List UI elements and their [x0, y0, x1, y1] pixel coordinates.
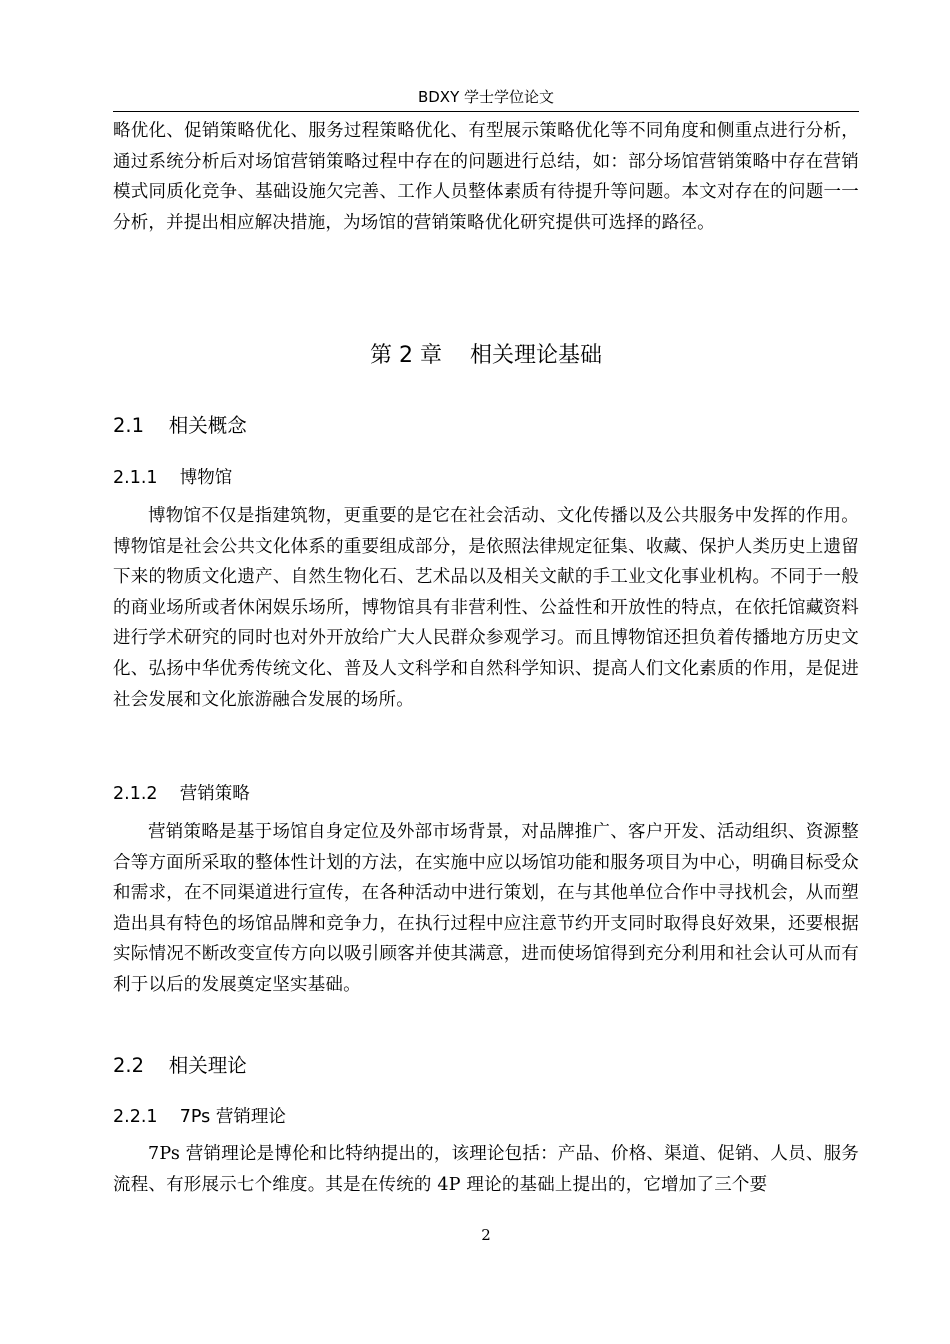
header-divider: [113, 111, 859, 112]
7ps-theory-paragraph: 7Ps 营销理论是博伦和比特纳提出的，该理论包括：产品、价格、渠道、促销、人员、服务流程、有形展示七个维度。其是在传统的 4P 理论的基础上提出的，它增加了三个要: [113, 1144, 859, 1195]
section-heading-2-2: 2.2 相关理论: [113, 1054, 247, 1077]
museum-paragraph: 博物馆不仅是指建筑物，更重要的是它在社会活动、文化传播以及公共服务中发挥的作用。博物馆是社会公共文化体系的重要组成部分，是依照法律规定征集、收藏、保护人类历史上遗留下来的物质文化遗产、自然生物化石、艺术品以及相关文献的手工业文化事业机构。不同于一般的商业场所或者休闲娱乐场所，博物馆具有非营利性、公益性和开放性的特点，在依托馆藏资料进行学术研究的同时也对外开放给广大人民群众参观学习。而且博物馆还担负着传播地方历史文化、弘扬中华优秀传统文化、普及人文科学和自然科学知识、提高人们文化素质的作用，是促进社会发展和文化旅游融合发展的场所。: [113, 506, 859, 710]
section-heading-2-1: 2.1 相关概念: [113, 414, 247, 437]
subsection-heading-2-1-1: 2.1.1 博物馆: [113, 468, 233, 488]
chapter-title: 第 2 章 相关理论基础: [370, 343, 602, 368]
running-header: BDXY 学士学位论文: [417, 88, 555, 106]
page-number: 2: [481, 1226, 491, 1244]
subsection-heading-2-2-1: 2.2.1 7Ps 营销理论: [113, 1107, 286, 1127]
intro-paragraph: 略优化、促销策略优化、服务过程策略优化、有型展示策略优化等不同角度和侧重点进行分析，通过系统分析后对场馆营销策略过程中存在的问题进行总结，如：部分场馆营销策略中存在营销模式同质化竞争、基础设施欠完善、工作人员整体素质有待提升等问题。本文对存在的问题一一分析，并提出相应解决措施，为场馆的营销策略优化研究提供可选择的路径。: [113, 121, 859, 233]
marketing-strategy-paragraph: 营销策略是基于场馆自身定位及外部市场背景，对品牌推广、客户开发、活动组织、资源整合等方面所采取的整体性计划的方法，在实施中应以场馆功能和服务项目为中心，明确目标受众和需求，在不同渠道进行宣传，在各种活动中进行策划，在与其他单位合作中寻找机会，从而塑造出具有特色的场馆品牌和竞争力，在执行过程中应注意节约开支同时取得良好效果，还要根据实际情况不断改变宣传方向以吸引顾客并使其满意，进而使场馆得到充分利用和社会认可从而有利于以后的发展奠定坚实基础。: [113, 822, 859, 995]
subsection-heading-2-1-2: 2.1.2 营销策略: [113, 784, 250, 804]
